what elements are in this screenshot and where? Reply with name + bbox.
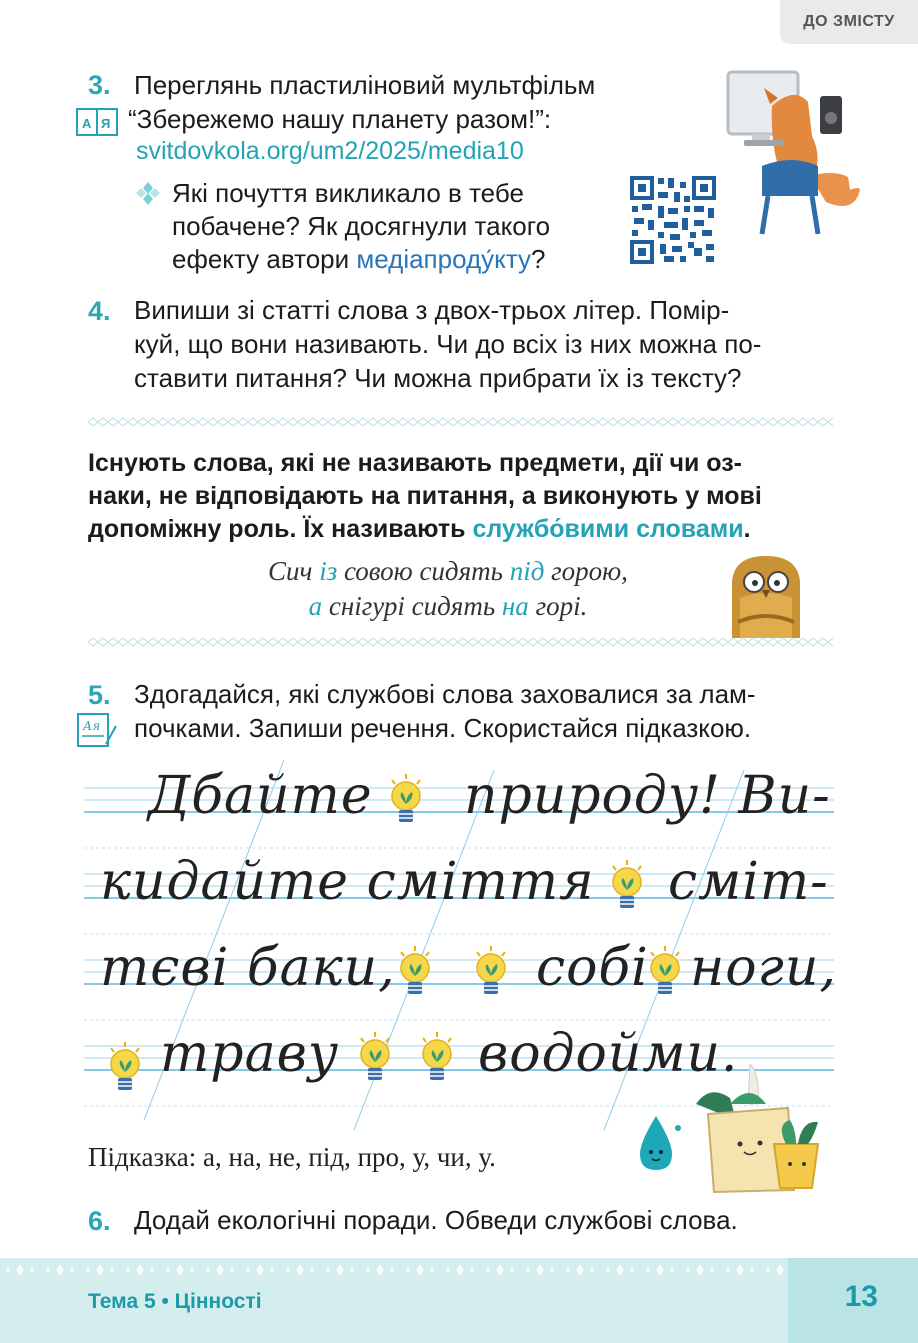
poem-function-word: а	[308, 591, 323, 621]
owl-illustration	[724, 552, 808, 638]
task-3-question-3	[172, 242, 546, 276]
lightbulb-icon	[383, 772, 429, 826]
page-number: 13	[844, 1280, 878, 1313]
task-3-number: 3.	[88, 70, 111, 100]
lightbulb-icon	[102, 1040, 148, 1094]
poem-function-word: із	[319, 556, 338, 586]
ornament-divider-top	[88, 416, 833, 428]
script-line2-b: смiт-	[668, 852, 829, 912]
lightbulb-icon	[468, 944, 514, 998]
task-6-number: 6.	[88, 1206, 111, 1236]
task-3-question-2: побачене? Як досягнули такого	[172, 211, 551, 241]
function-words-term: службо́вими словами	[472, 515, 744, 543]
topic-label: Тема 5 • Цінності	[88, 1290, 262, 1313]
media-product-term: медіапроду́кту	[356, 244, 532, 274]
script-line3-b: собі	[536, 938, 649, 998]
lightbulb-icon	[604, 858, 650, 912]
ornament-divider-bottom	[88, 636, 833, 648]
lightbulb-icon	[642, 944, 688, 998]
contents-link[interactable]: ДО ЗМІСТУ	[780, 0, 918, 44]
poem-word: снігурі сидять	[322, 591, 502, 621]
rule-line3	[88, 512, 833, 546]
hint-text: Підказка: а, на, не, під, про, у, чи, у.	[88, 1142, 496, 1172]
task-4-number: 4.	[88, 296, 111, 326]
task-3-line2: “Збережемо нашу планету разом!”:	[128, 104, 552, 134]
diamond-bullet-icon	[135, 180, 161, 206]
lightbulb-icon	[352, 1030, 398, 1084]
script-line3-c: ноги,	[690, 938, 837, 998]
poem-line2	[188, 591, 708, 622]
task-4-line2: куй, що вони називають. Чи до всіх із них можна по-	[134, 329, 762, 359]
rule-line2: наки, не відповідають на питання, а виконують у мові	[88, 482, 762, 510]
poem-function-word: під	[509, 556, 545, 586]
lightbulb-icon	[392, 944, 438, 998]
svg-text:А: А	[82, 116, 92, 131]
task-4-line3: ставити питання? Чи можна прибрати їх із тексту?	[134, 363, 742, 393]
poem-word: горі.	[528, 591, 588, 621]
notebook-pencil-icon	[76, 712, 118, 750]
script-line1-b: природу! Ви-	[464, 766, 831, 826]
script-line3-a: тєві баки,	[100, 938, 396, 998]
poem-word: совою сидять	[337, 556, 510, 586]
book-icon	[75, 106, 119, 138]
lightbulb-icon	[414, 1030, 460, 1084]
question-text: ефекту автори	[172, 244, 357, 274]
task-5-number: 5.	[88, 680, 111, 710]
rule-text: допоміжну роль. Їх називають	[88, 515, 473, 543]
task-5-line1: Здогадайся, які службові слова заховалися за лам-	[134, 679, 756, 709]
task-5-line2: почками. Запиши речення. Скористайся підказкою.	[134, 713, 752, 743]
task-3-question-1: Які почуття викликало в тебе	[172, 178, 524, 208]
svg-text:Я: Я	[101, 116, 111, 131]
poem-word: горою,	[544, 556, 628, 586]
svg-text:Ая: Ая	[83, 719, 101, 733]
poem-line1	[188, 556, 708, 587]
task-3-line1: Переглянь пластиліновий мультфільм	[134, 70, 596, 100]
script-line4-a: траву	[160, 1024, 340, 1084]
grocery-bag-illustration	[690, 1064, 840, 1194]
poem-function-word: на	[501, 591, 529, 621]
water-drop-illustration	[632, 1108, 688, 1176]
script-line1-a: Дбайте	[148, 766, 373, 826]
fox-at-computer-illustration	[722, 66, 872, 238]
task-6-line1: Додай екологічні поради. Обведи службові слова.	[134, 1205, 738, 1235]
task-4-line1: Випиши зі статті слова з двох-трьох літер. Помір-	[134, 295, 730, 325]
rule-line1: Існують слова, які не називають предмети, дії чи оз-	[88, 449, 743, 477]
poem-word: Сич	[268, 556, 320, 586]
qr-code[interactable]	[628, 174, 718, 266]
footer-ornament	[0, 1260, 788, 1282]
rule-period: .	[743, 515, 751, 543]
script-line4-b: водойми.	[478, 1024, 739, 1084]
question-mark: ?	[531, 244, 546, 274]
script-line2-a: кидайте сміття	[100, 852, 595, 912]
media-link[interactable]: svitdovkola.org/um2/2025/media10	[136, 137, 524, 165]
